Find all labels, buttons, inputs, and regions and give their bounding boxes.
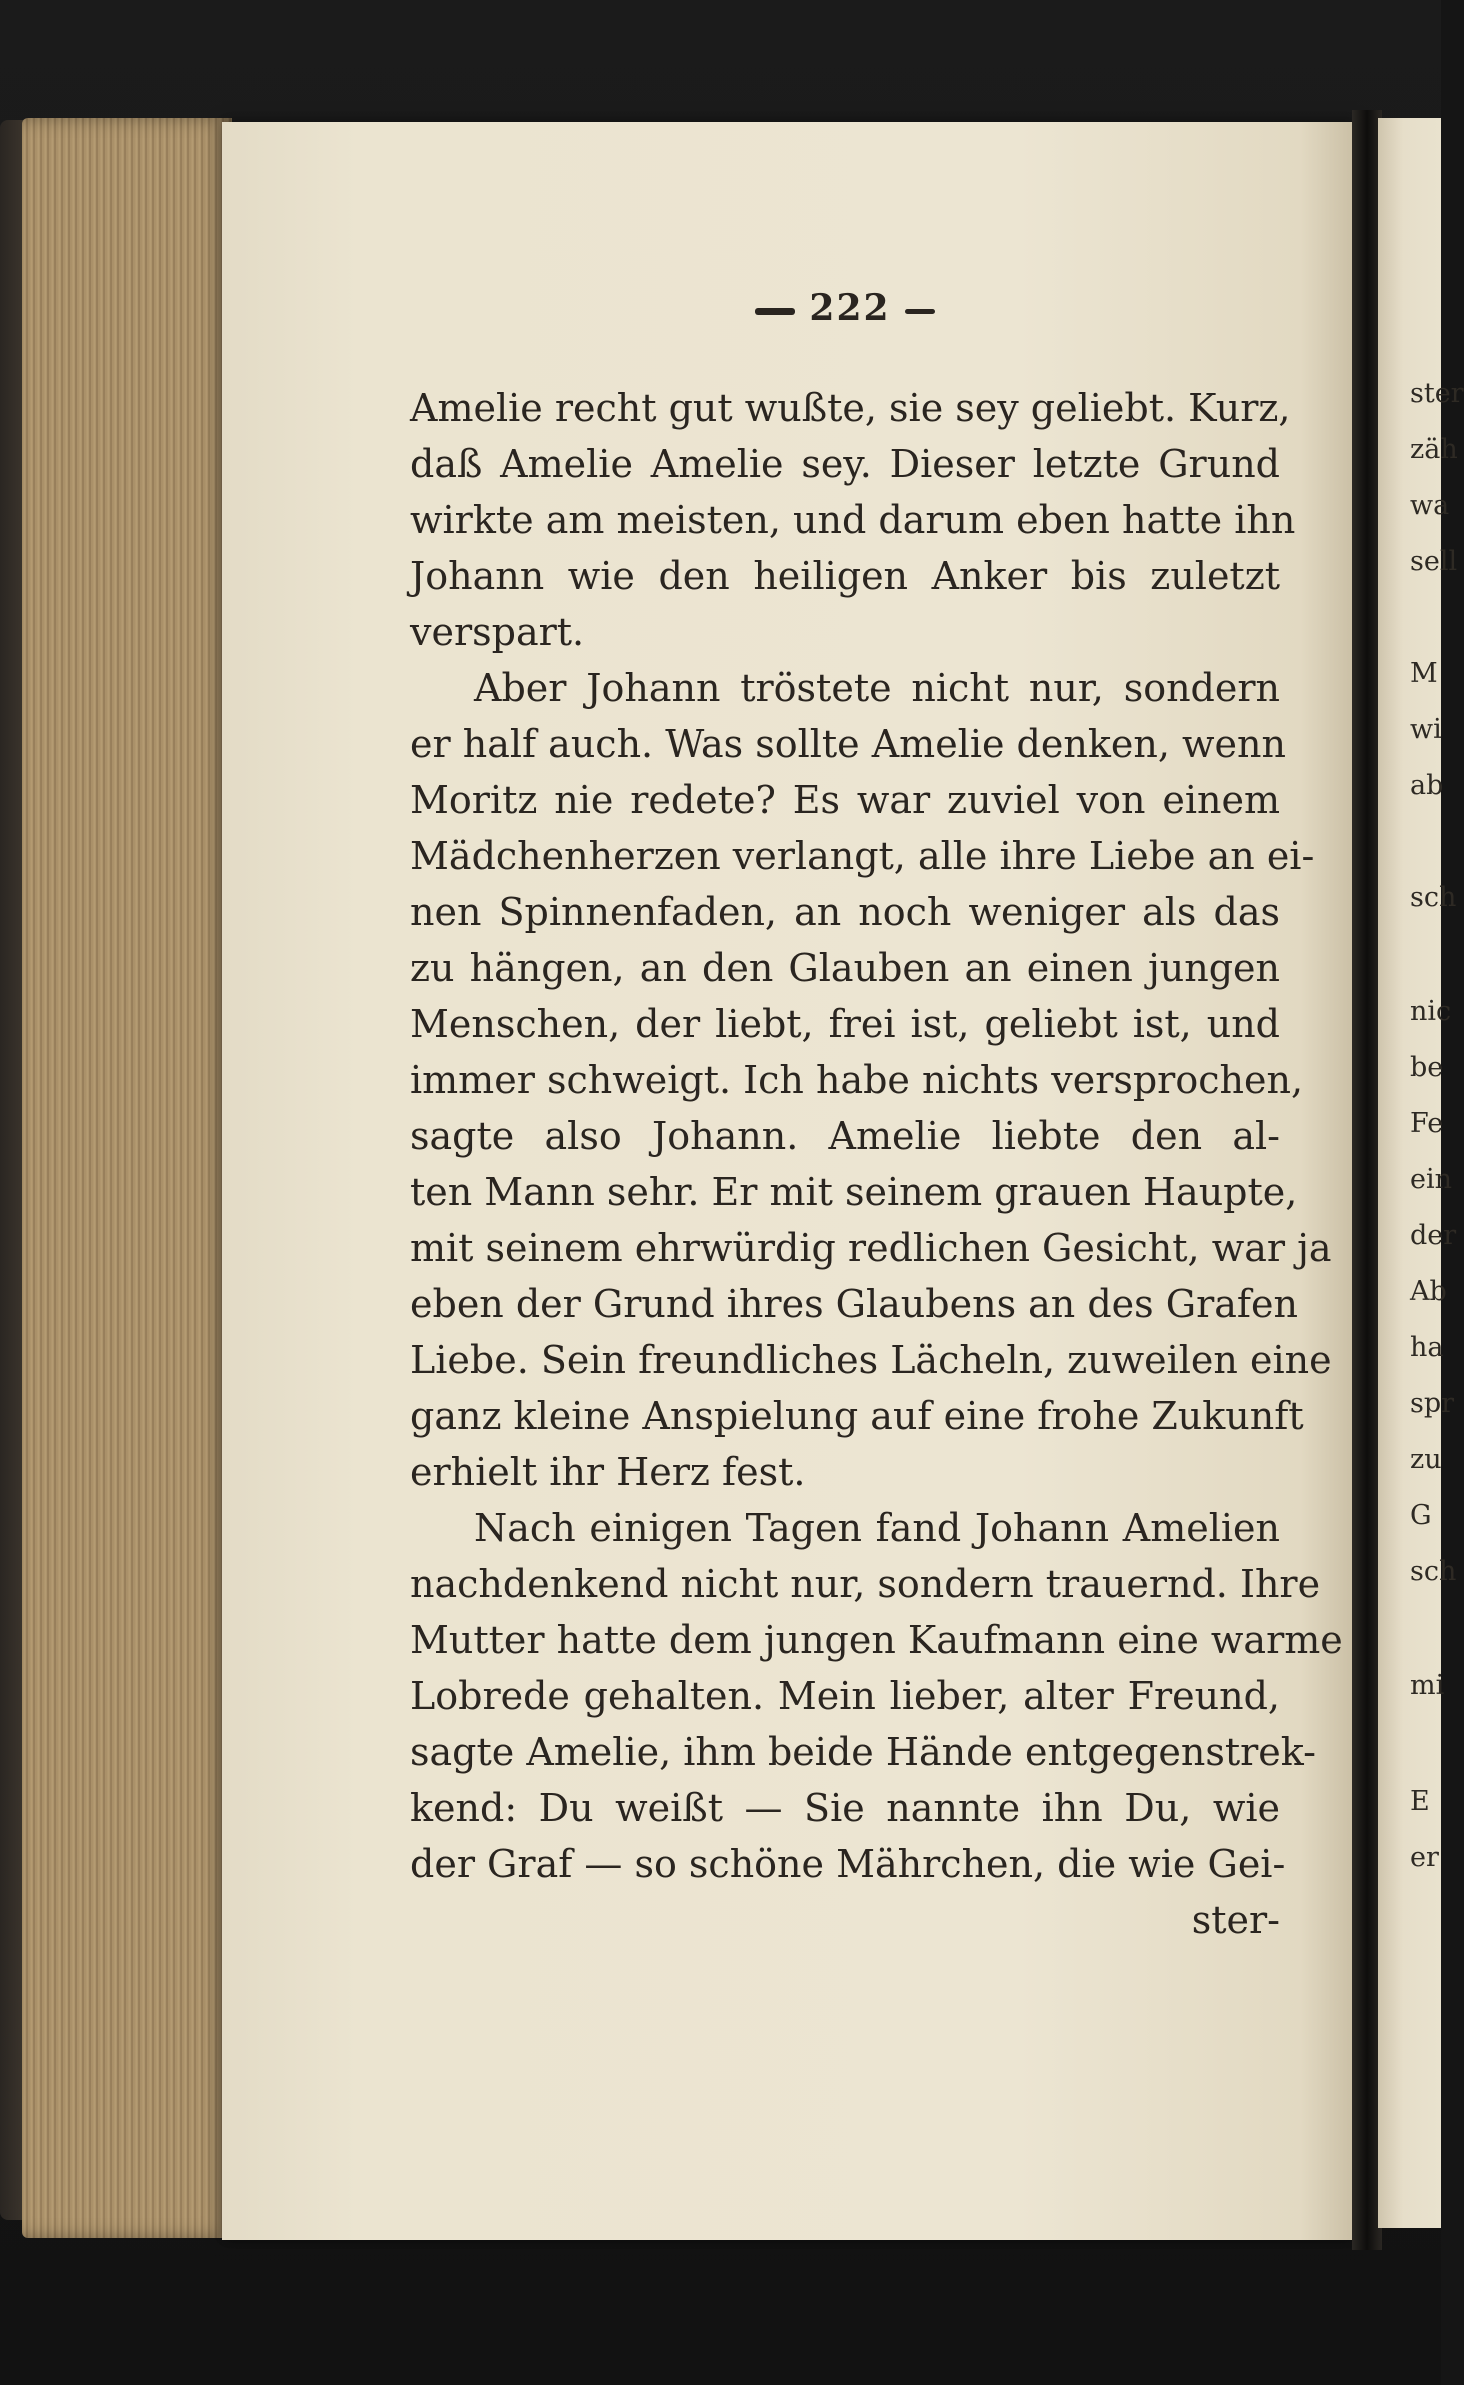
text-line: verspart. xyxy=(410,610,585,654)
facing-page-fragment: zu xyxy=(1410,1444,1442,1475)
facing-page-fragment: be xyxy=(1410,1052,1444,1083)
facing-page-fragment: G xyxy=(1410,1500,1432,1531)
facing-page-fragment: ein xyxy=(1410,1164,1453,1195)
facing-page-fragment: sch xyxy=(1410,1556,1457,1587)
catchword: ster- xyxy=(1191,1898,1280,1942)
facing-page-fragment: zäh xyxy=(1410,434,1458,465)
text-line: Aber Johann tröstete nicht nur, sondern xyxy=(474,666,1280,710)
text-line: Johann wie den heiligen Anker bis zuletzt xyxy=(410,554,1280,598)
facing-page-fragment: ha xyxy=(1410,1332,1444,1363)
text-line: Amelie recht gut wußte, sie sey geliebt. Kurz, xyxy=(410,386,1291,430)
header-dash-left xyxy=(755,308,795,315)
facing-page-fragment: E xyxy=(1410,1786,1430,1817)
text-line: der Graf — so schöne Mährchen, die wie Gei- xyxy=(410,1842,1286,1886)
text-line: eben der Grund ihres Glaubens an des Grafen xyxy=(410,1282,1298,1326)
facing-page-fragment: wa xyxy=(1410,490,1450,521)
facing-page-fragment: sell xyxy=(1410,546,1458,577)
text-line: ganz kleine Anspielung auf eine frohe Zukunft xyxy=(410,1394,1304,1438)
text-line: immer schweigt. Ich habe nichts versprochen, xyxy=(410,1058,1304,1102)
text-line: Mutter hatte dem jungen Kaufmann eine warme xyxy=(410,1618,1343,1662)
facing-page-fragment: Fe xyxy=(1410,1108,1444,1139)
text-line: zu hängen, an den Glauben an einen jungen xyxy=(410,946,1280,990)
text-line: Nach einigen Tagen fand Johann Amelien xyxy=(474,1506,1280,1550)
facing-page-fragment: nic xyxy=(1410,996,1452,1027)
text-line: kend: Du weißt — Sie nannte ihn Du, wie xyxy=(410,1786,1280,1830)
text-line: mit seinem ehrwürdig redlichen Gesicht, war ja xyxy=(410,1226,1332,1270)
text-line: sagte also Johann. Amelie liebte den al- xyxy=(410,1114,1280,1158)
facing-page-fragment: sch xyxy=(1410,882,1457,913)
facing-page-fragment: M xyxy=(1410,658,1438,689)
header-dash-right xyxy=(905,309,935,314)
text-line: Menschen, der liebt, frei ist, geliebt ist, und xyxy=(410,1002,1280,1046)
text-line: ten Mann sehr. Er mit seinem grauen Haupte, xyxy=(410,1170,1298,1214)
facing-page-fragment: wi xyxy=(1410,714,1442,745)
text-line: erhielt ihr Herz fest. xyxy=(410,1450,806,1494)
facing-page-fragment: er xyxy=(1410,1842,1439,1873)
facing-page-fragment: Ab xyxy=(1410,1276,1447,1307)
facing-page-fragment: ab xyxy=(1410,770,1444,801)
text-line: sagte Amelie, ihm beide Hände entgegenstrek- xyxy=(410,1730,1316,1774)
text-line: Moritz nie redete? Es war zuviel von einem xyxy=(410,778,1280,822)
facing-page-fragment: spr xyxy=(1410,1388,1455,1419)
text-line: nachdenkend nicht nur, sondern trauernd. Ihre xyxy=(410,1562,1321,1606)
facing-page-fragment: der xyxy=(1410,1220,1457,1251)
text-line: wirkte am meisten, und darum eben hatte ihn xyxy=(410,498,1296,542)
text-line: Mädchenherzen verlangt, alle ihre Liebe an ei- xyxy=(410,834,1315,878)
facing-page-fragment: mi xyxy=(1410,1670,1445,1701)
page-header xyxy=(700,287,990,329)
text-line: Liebe. Sein freundliches Lächeln, zuweilen eine xyxy=(410,1338,1332,1382)
text-line: nen Spinnenfaden, an noch weniger als das xyxy=(410,890,1280,934)
page-number: 222 xyxy=(809,287,891,329)
text-line: er half auch. Was sollte Amelie denken, wenn xyxy=(410,722,1286,766)
facing-page-fragment: ster xyxy=(1410,378,1464,409)
text-line: daß Amelie Amelie sey. Dieser letzte Grund xyxy=(410,442,1280,486)
text-line: Lobrede gehalten. Mein lieber, alter Freund, xyxy=(410,1674,1280,1718)
page-block-edge xyxy=(22,118,232,2238)
